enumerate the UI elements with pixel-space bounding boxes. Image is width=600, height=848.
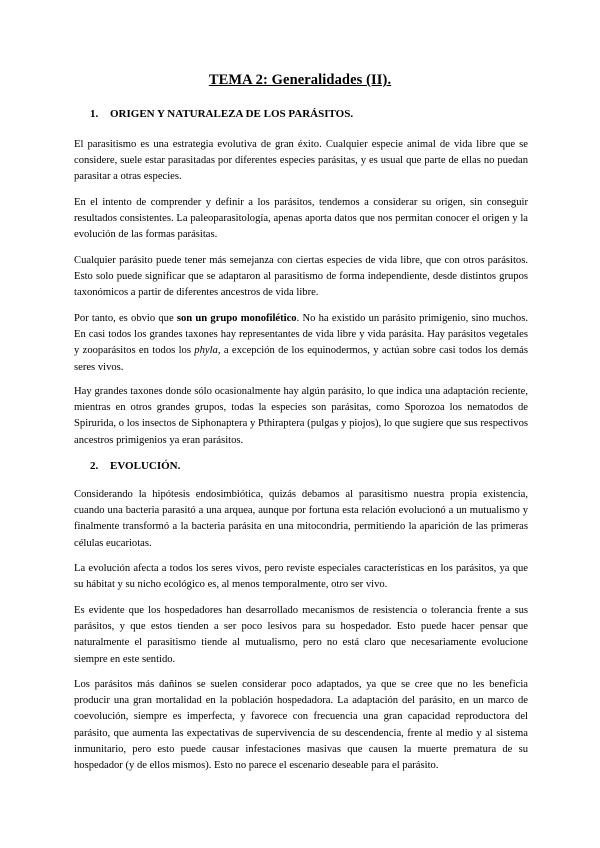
text-run: Por tanto, es obvio que bbox=[74, 313, 177, 324]
section-2-heading bbox=[90, 460, 180, 472]
paragraph: Hay grandes taxones donde sólo ocasionalmente hay algún parásito, lo que indica una adaptación reciente, mientras en otros grandes grupos, todas la especies son parásitas, como Sporozoa los nematodos de Spirurida, o los insectos de Siphonaptera y Pthiraptera (pulgas y piojos), lo que sugiere que sus respectivos ancestros primigenios ya eran parásitos. bbox=[74, 386, 528, 446]
paragraph: En el intento de comprender y definir a los parásitos, tendemos a considerar su origen, sin conseguir resultados consistentes. La paleoparasitología, apenas aporta datos que nos permitan conocer el origen y la evolución de las formas parásitas. bbox=[74, 197, 528, 241]
section-1-title: ORIGEN Y NATURALEZA DE LOS PARÁSITOS. bbox=[110, 108, 354, 120]
section-1-heading bbox=[90, 108, 353, 120]
bold-text: son un grupo monofilético bbox=[176, 313, 297, 324]
text-run: , a excepción de los equinodermos, y actúan sobre casi todos los demás seres vivos. bbox=[74, 345, 528, 373]
section-2-title: EVOLUCIÓN. bbox=[110, 460, 181, 472]
italic-text: phyla bbox=[194, 345, 218, 357]
paragraph: Cualquier parásito puede tener más semejanza con ciertas especies de vida libre, que con otros parásitos. Esto solo puede significar que se adaptaron al parasitismo de forma independiente, desde distintos grupos taxonómicos a partir de diferentes ancestros de vida libre. bbox=[74, 255, 528, 299]
section-2-number: 2. bbox=[90, 460, 99, 472]
section-1-number: 1. bbox=[90, 108, 99, 120]
page-title: TEMA 2: Generalidades (II). bbox=[208, 72, 392, 88]
paragraph bbox=[74, 311, 528, 376]
text-run: . No ha existido un parásito primigenio, sino muchos. En casi todos los grandes taxones hay representantes de vida libre y vida parásita. Hay parásitos vegetales y zooparásitos en todos los bbox=[74, 313, 528, 357]
paragraph: Es evidente que los hospedadores han desarrollado mecanismos de resistencia o tolerancia frente a sus parásitos, y que estos tienden a ser poco lesivos para su hospedador. Esto puede hacer pensar que naturalmente el parasitismo tiende al mutualismo, pero no está claro que necesariamente evolucione siempre en este sentido. bbox=[74, 605, 528, 665]
paragraph: La evolución afecta a todos los seres vivos, pero reviste especiales características en los parásitos, ya que su hábitat y su nicho ecológico es, al menos temporalmente, otro ser vivo. bbox=[74, 563, 528, 591]
paragraph: Los parásitos más dañinos se suelen considerar poco adaptados, ya que se cree que no les beneficia producir una gran mortalidad en la población hospedadora. La adaptación del parásito, en un marco de coevolución, siempre es imperfecta, y favorece con frecuencia una gran capacidad reproductora del parásito, que aumenta las expectativas de supervivencia de su descendencia, frente al medio y al sistema inmunitario, pero esto puede causar infestaciones masivas que causen la muerte prematura de su hospedador (y de ellos mismos). Esto no parece el escenario deseable para el parásito. bbox=[74, 679, 528, 772]
paragraph: Considerando la hipótesis endosimbiótica, quizás debamos al parasitismo nuestra propia existencia, cuando una bacteria parasitó a una arquea, aunque por fortuna esta relación evolucionó a un mutualismo y finalmente transformó a la bacteria parásita en una mitocondria, permitiendo la aparición de las primeras células eucariotas. bbox=[74, 489, 528, 549]
paragraph: El parasitismo es una estrategia evolutiva de gran éxito. Cualquier especie animal de vida libre que se considere, suele estar parasitadas por diferentes especies parásitas, y es usual que parte de ellas no puedan parasitar a otras especies. bbox=[74, 139, 528, 183]
